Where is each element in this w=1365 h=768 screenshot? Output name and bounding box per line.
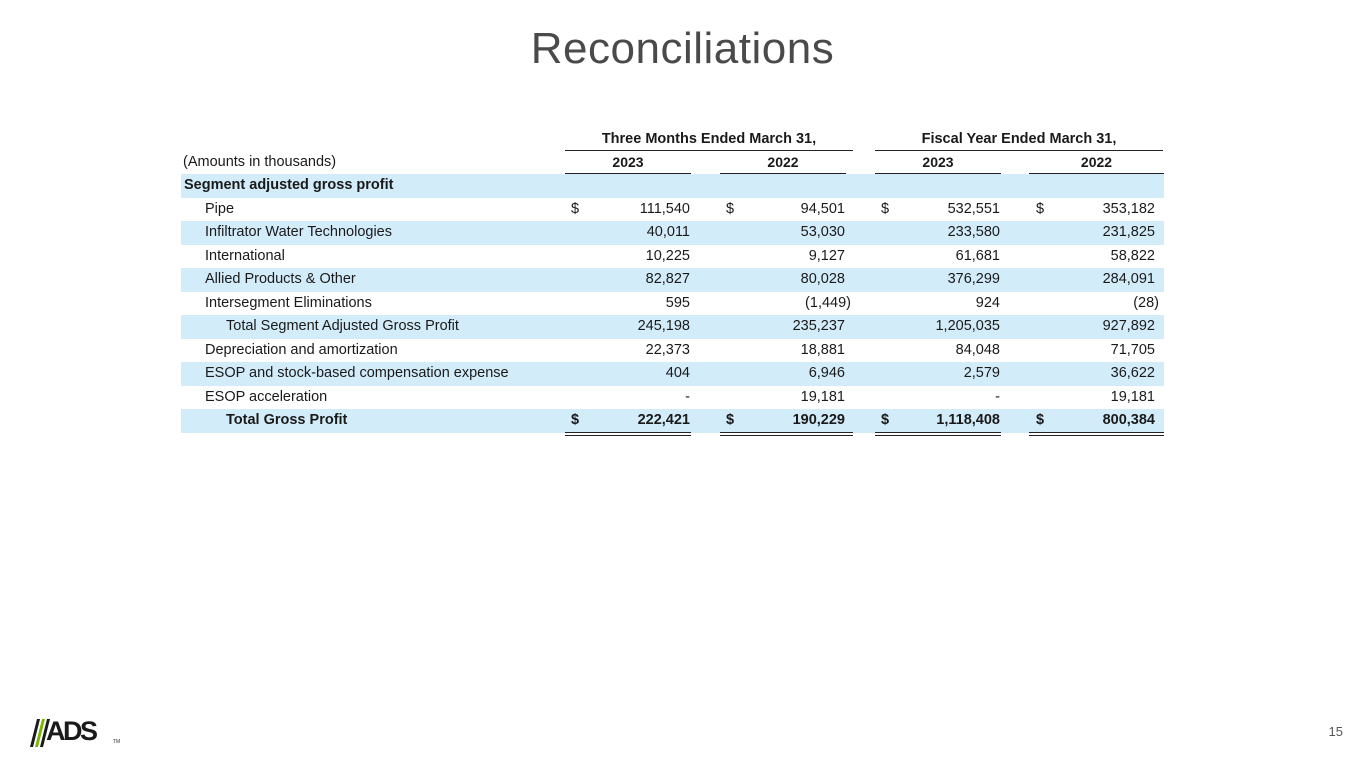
currency-symbol: $: [881, 200, 890, 217]
value-q-2023: 22,373: [645, 341, 690, 358]
value-fy-2022: 800,384: [1102, 412, 1155, 428]
value-fy-2022: 71,705: [1110, 341, 1155, 358]
currency-symbol: $: [571, 412, 580, 428]
value-q-2023: 222,421: [637, 412, 690, 428]
table-row: [181, 268, 1164, 292]
value-fy-2022: 58,822: [1110, 247, 1155, 264]
value-fy-2023: 376,299: [947, 271, 1000, 287]
year-header-q-2022: 2022: [720, 151, 846, 174]
double-rule: [1029, 432, 1164, 436]
value-q-2023: 404: [665, 365, 690, 381]
table-row: [181, 245, 1164, 269]
slide-title: Reconciliations: [530, 24, 835, 73]
value-q-2022: 6,946: [808, 365, 845, 381]
amounts-label: (Amounts in thousands): [183, 154, 337, 170]
value-fy-2023: 532,551: [947, 200, 1000, 217]
ads-logo: [30, 714, 120, 750]
value-q-2023: 82,827: [645, 271, 690, 287]
table-row: [181, 198, 1164, 222]
currency-symbol: $: [1036, 412, 1045, 428]
logo-wordmark: ADS: [46, 716, 96, 746]
double-rule: [720, 432, 853, 436]
row-label: ESOP and stock-based compensation expense: [205, 365, 509, 381]
value-q-2023: 40,011: [646, 224, 690, 240]
row-label: Allied Products & Other: [205, 271, 356, 287]
value-fy-2023: 233,580: [947, 224, 1000, 240]
table-row: [181, 386, 1164, 410]
row-label: Pipe: [205, 200, 235, 217]
value-q-2023: 111,540: [639, 200, 690, 217]
page-number: 15: [1328, 724, 1343, 739]
year-header-q-2023: 2023: [565, 151, 691, 174]
table-row: [181, 292, 1164, 316]
table-row: [181, 315, 1164, 339]
year-header-fy-2023: 2023: [875, 151, 1001, 174]
value-fy-2022: 36,622: [1110, 365, 1155, 381]
value-q-2023: 10,225: [645, 247, 690, 264]
double-rule: [565, 432, 691, 436]
value-fy-2022: 284,091: [1102, 271, 1155, 287]
value-q-2023: -: [685, 388, 690, 405]
currency-symbol: $: [726, 412, 735, 428]
table-row-total: [181, 409, 1164, 433]
row-label: Total Gross Profit: [226, 412, 348, 428]
table-row: [181, 221, 1164, 245]
double-rule: [875, 432, 1001, 436]
value-q-2022: 94,501: [800, 200, 845, 217]
header-fiscal-year: Fiscal Year Ended March 31,: [875, 128, 1163, 151]
value-fy-2023: 1,118,408: [936, 412, 1000, 428]
value-q-2023: 245,198: [637, 318, 690, 334]
table-row: [181, 362, 1164, 386]
currency-symbol: $: [571, 200, 580, 217]
currency-symbol: $: [1036, 200, 1045, 217]
value-q-2022: (1,449): [805, 294, 851, 311]
value-fy-2023: -: [995, 388, 1000, 405]
value-q-2022: 18,881: [800, 341, 845, 358]
value-q-2022: 53,030: [800, 224, 845, 240]
value-q-2022: 80,028: [800, 271, 845, 287]
value-q-2022: 190,229: [792, 412, 845, 428]
row-label: Infiltrator Water Technologies: [205, 224, 392, 240]
value-fy-2022: 927,892: [1102, 318, 1155, 334]
logo-trademark: TM: [113, 739, 121, 745]
value-q-2022: 19,181: [800, 388, 845, 405]
value-fy-2023: 84,048: [955, 341, 1000, 358]
value-fy-2023: 924: [975, 294, 1000, 311]
header-three-months: Three Months Ended March 31,: [565, 128, 853, 151]
value-q-2023: 595: [665, 294, 690, 311]
table-row: [181, 339, 1164, 363]
value-q-2022: 235,237: [792, 318, 845, 334]
year-header-fy-2022: 2022: [1029, 151, 1164, 174]
value-fy-2023: 2,579: [963, 365, 1000, 381]
row-label: International: [205, 247, 285, 264]
value-q-2022: 9,127: [808, 247, 845, 264]
row-label: Total Segment Adjusted Gross Profit: [226, 318, 459, 334]
section-label: Segment adjusted gross profit: [184, 177, 394, 193]
value-fy-2023: 1,205,035: [935, 318, 1000, 334]
row-label: ESOP acceleration: [205, 388, 328, 405]
value-fy-2022: 231,825: [1102, 224, 1155, 240]
value-fy-2022: (28): [1133, 294, 1159, 311]
value-fy-2023: 61,681: [955, 247, 1000, 264]
row-label: Depreciation and amortization: [205, 341, 398, 358]
currency-symbol: $: [881, 412, 890, 428]
value-fy-2022: 353,182: [1102, 200, 1155, 217]
currency-symbol: $: [726, 200, 735, 217]
section-row: [181, 174, 1164, 198]
row-label: Intersegment Eliminations: [205, 294, 372, 311]
value-fy-2022: 19,181: [1110, 388, 1155, 405]
